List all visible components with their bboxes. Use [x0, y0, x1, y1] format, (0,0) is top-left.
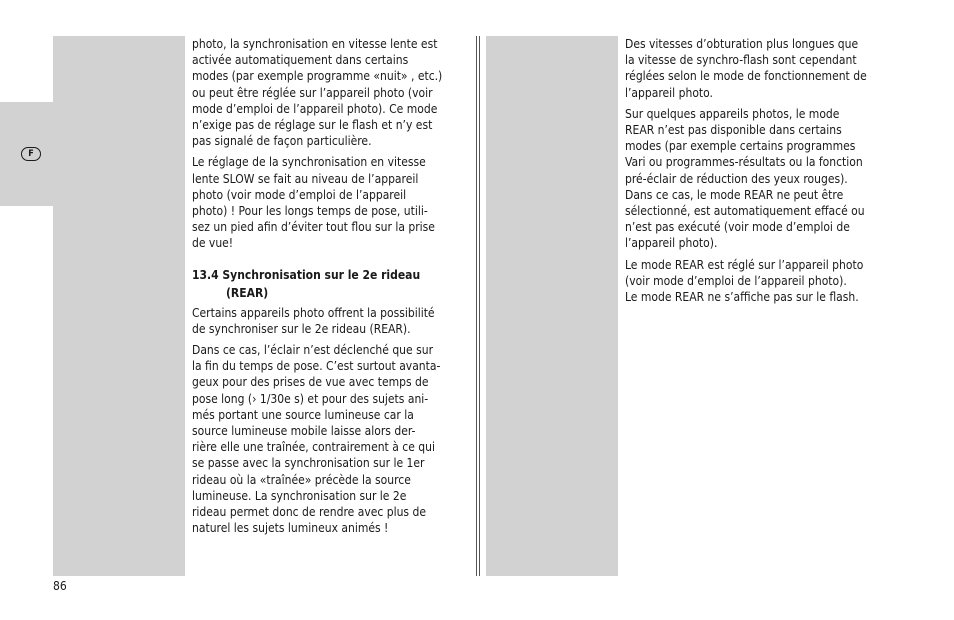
language-badge: F [21, 147, 41, 161]
left-text-column [192, 36, 472, 541]
paragraph: photo, la synchronisation en vitesse lente est activée automatiquement dans certains modes (par exemple programme «nuit» , etc.) ou peut être réglée sur l’appareil photo (voir mode d’emploi de l’appareil photo). Ce mode n’exige pas de réglage sur le flash et n’y est pas signalé de façon particulière. [192, 37, 443, 149]
column-divider-right [479, 36, 480, 576]
paragraph: Le réglage de la synchronisation en vitesse lente SLOW se fait au niveau de l’appareil photo (voir mode d’emploi de l’appareil photo) ! Pour les longs temps de pose, utili- sez un pied afin d’éviter tout flou sur la prise de vue! [192, 155, 435, 251]
paragraph: Le mode REAR est réglé sur l’appareil photo (voir mode d’emploi de l’appareil photo). Le mode REAR ne s’affiche pas sur le flash. [625, 257, 864, 305]
paragraph: Des vitesses d’obturation plus longues que la vitesse de synchro-flash sont cependant réglées selon le mode de fonctionnement de l’appareil photo. [625, 37, 867, 100]
section-heading: 13.4 Synchronisation sur le 2e rideau (REAR) [192, 267, 421, 300]
right-margin-column [486, 36, 618, 576]
paragraph: Dans ce cas, l’éclair n’est déclenché que sur la fin du temps de pose. C’est surtout avanta- geux pour des prises de vue avec temps de pose long (› 1/30e s) et pour des sujets ani- més portant une source lumineuse car la source lumineuse mobile laisse alors der- rière elle une traînée, contrairement à ce qui se passe avec la synchronisation sur le 1er rideau où la «traînée» précède la source lumineuse. La synchronisation sur le 2e rideau permet donc de rendre avec plus de naturel les sujets lumineux animés ! [192, 343, 441, 536]
paragraph: Sur quelques appareils photos, le mode REAR n’est pas disponible dans certains modes (par exemple certains programmes Vari ou programmes-résultats ou la fonction pré-éclair de réduction des yeux rouges). Dans ce cas, le mode REAR ne peut être sélectionné, est automatiquement effacé ou n’est pas exécuté (voir mode d’emploi de l’appareil photo). [625, 106, 865, 251]
right-text-column [625, 36, 905, 310]
paragraph: Certains appareils photo offrent la possibilité de synchroniser sur le 2e rideau (REAR). [192, 305, 435, 336]
column-divider-left [476, 36, 477, 576]
left-margin-column [53, 36, 185, 576]
page-number: 86 [53, 579, 67, 593]
